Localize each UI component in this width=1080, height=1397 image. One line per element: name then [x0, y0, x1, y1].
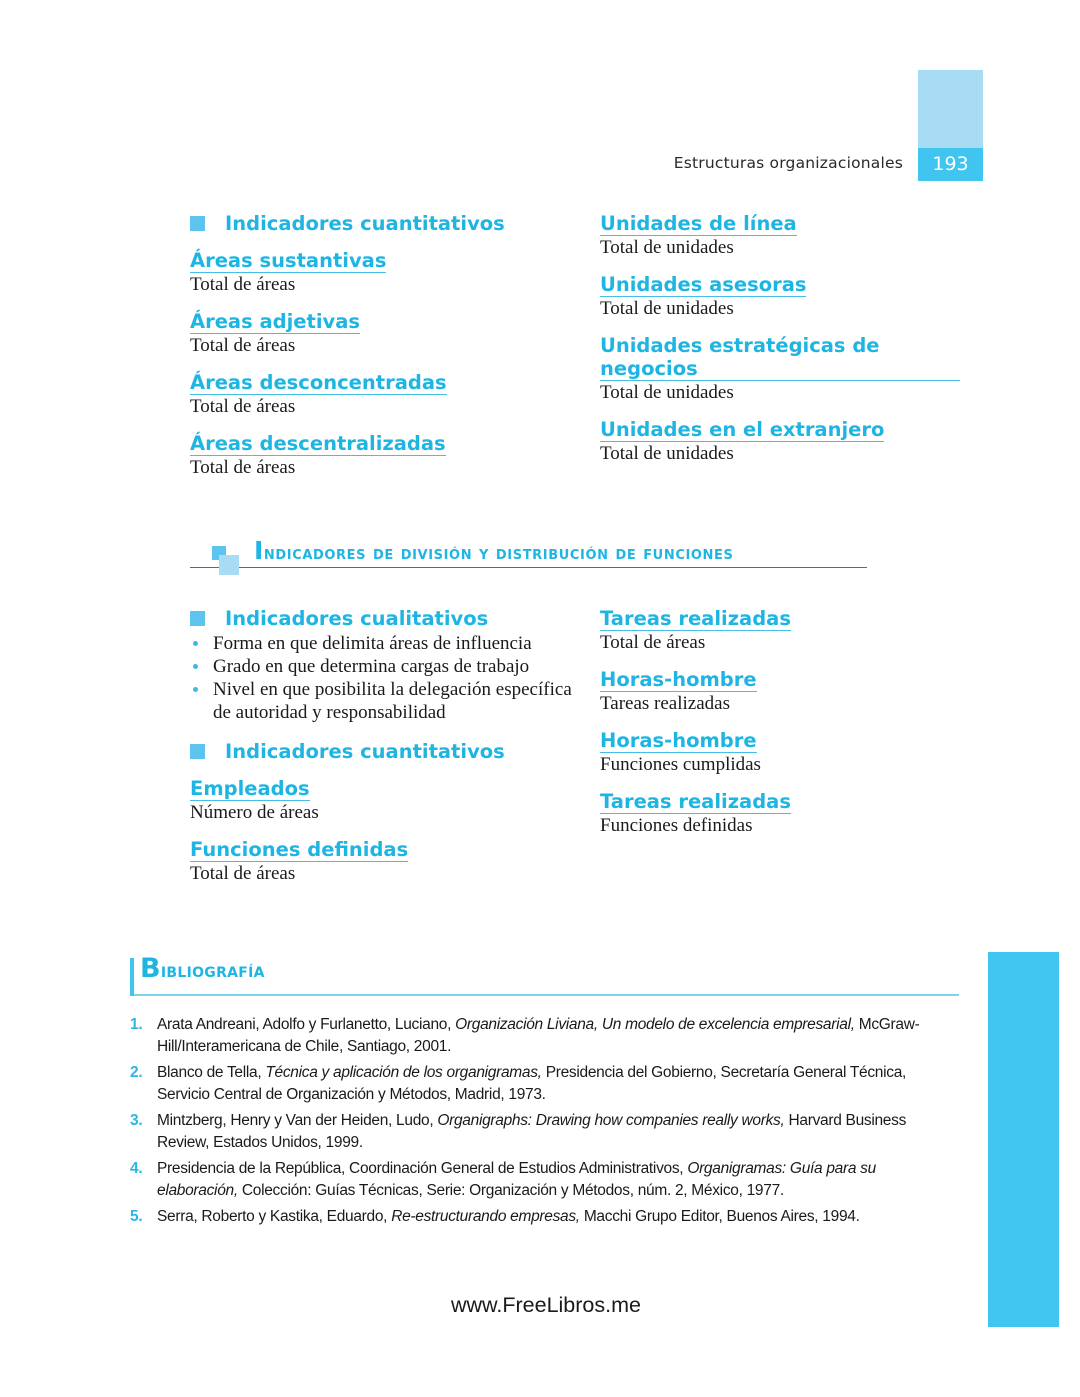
- reference-title: Organigraphs: Drawing how companies really works,: [437, 1112, 785, 1129]
- reference-title: Organigramas: Guía para su elaboración,: [157, 1160, 876, 1199]
- bibliography-title: [140, 953, 265, 984]
- reference-number: 3.: [130, 1112, 143, 1129]
- reference-authors: Blanco de Tella,: [157, 1064, 266, 1081]
- reference-item: [130, 1014, 960, 1057]
- indicator-entry: [600, 418, 960, 466]
- indicator-entry: [600, 790, 960, 838]
- indicator-entry: [190, 432, 580, 480]
- bibliography-title-initial: B: [140, 953, 161, 984]
- indicator-desc: Total de áreas: [190, 335, 296, 356]
- indicator-term: Unidades de línea: [600, 212, 797, 235]
- subheading-label: Indicadores cuantitativos: [225, 740, 505, 763]
- bullet-item: [190, 678, 590, 724]
- square-bullet-icon: [190, 611, 205, 626]
- header-tab-decoration: [918, 70, 983, 148]
- indicator-entry: [190, 371, 580, 419]
- indicator-term: Áreas sustantivas: [190, 249, 387, 272]
- indicator-term: Empleados: [190, 777, 310, 800]
- indicator-desc: Total de áreas: [190, 863, 296, 884]
- indicator-desc: Total de unidades: [600, 237, 734, 258]
- indicator-term: Áreas desconcentradas: [190, 371, 447, 394]
- subheading-quantitative: [190, 212, 580, 235]
- subheading-label: Indicadores cualitativos: [225, 607, 489, 630]
- indicator-desc: Total de áreas: [190, 274, 296, 295]
- reference-number: 1.: [130, 1016, 143, 1033]
- bibliography-heading: [130, 953, 959, 996]
- reference-authors: Presidencia de la República, Coordinación General de Estudios Administrativos,: [157, 1160, 688, 1177]
- reference-publisher: Harvard Business Review, Estados Unidos, 1999.: [157, 1112, 907, 1151]
- indicator-desc: Total de unidades: [600, 298, 734, 319]
- bullet-text: Forma en que delimita áreas de influencia: [213, 633, 532, 654]
- bullet-dot-icon: [193, 664, 198, 669]
- reference-item: [130, 1158, 960, 1201]
- indicator-entry: [190, 838, 590, 886]
- page-number: 193: [918, 148, 983, 181]
- indicator-desc: Total de áreas: [600, 632, 706, 653]
- section-title-initial: I: [254, 536, 264, 565]
- reference-authors: Mintzberg, Henry y Van der Heiden, Ludo,: [157, 1112, 438, 1129]
- indicator-desc: Total de áreas: [190, 396, 296, 417]
- reference-publisher: Colección: Guías Técnicas, Serie: Organización y Métodos, núm. 2, México, 1977.: [237, 1181, 784, 1199]
- reference-authors: Serra, Roberto y Kastika, Eduardo,: [157, 1208, 392, 1225]
- bullet-dot-icon: [193, 641, 198, 646]
- indicator-entry: [600, 334, 960, 405]
- reference-publisher: Presidencia del Gobierno, Secretaría General Técnica, Servicio Central de Organización y Métodos, Madrid, 1973.: [157, 1064, 907, 1103]
- reference-title: Técnica y aplicación de los organigramas,: [265, 1064, 542, 1081]
- indicator-desc: Funciones cumplidas: [600, 754, 761, 775]
- qualitative-bullet-list: [190, 632, 590, 724]
- section-title-rest: ndicadores de división y distribución de funciones: [263, 543, 734, 564]
- division-left-column: [190, 607, 590, 899]
- indicator-term: Áreas descentralizadas: [190, 432, 446, 455]
- bibliography-title-rest: ibliografía: [160, 958, 265, 982]
- indicator-entry: [600, 729, 960, 777]
- division-right-column: [600, 607, 960, 851]
- bullet-dot-icon: [193, 687, 198, 692]
- indicator-term: Horas-hombre: [600, 668, 757, 691]
- subheading-quantitative: [190, 740, 590, 763]
- indicator-desc: Tareas realizadas: [600, 693, 730, 714]
- reference-publisher: Macchi Grupo Editor, Buenos Aires, 1994.: [579, 1208, 860, 1225]
- indicator-term: Unidades estratégicas de negocios: [600, 334, 960, 381]
- indicator-entry: [190, 249, 580, 297]
- reference-number: 5.: [130, 1208, 143, 1225]
- indicator-desc: Total de unidades: [600, 443, 734, 464]
- heading-accent-bar: [130, 958, 134, 996]
- indicator-entry: [600, 212, 960, 260]
- indicator-desc: Número de áreas: [190, 802, 319, 823]
- reference-item: [130, 1110, 960, 1153]
- square-bullet-icon: [190, 744, 205, 759]
- bullet-item: [190, 632, 590, 655]
- indicator-entry: [600, 668, 960, 716]
- indicator-desc: Total de unidades: [600, 382, 734, 403]
- indicator-entry: [190, 777, 590, 825]
- section-heading-division: [190, 535, 867, 568]
- reference-number: 2.: [130, 1064, 143, 1081]
- reference-authors: Arata Andreani, Adolfo y Furlanetto, Luciano,: [157, 1016, 456, 1033]
- top-right-column: [600, 212, 960, 479]
- indicator-entry: [600, 273, 960, 321]
- indicator-term: Unidades asesoras: [600, 273, 807, 296]
- reference-number: 4.: [130, 1160, 143, 1177]
- reference-item: [130, 1062, 960, 1105]
- indicator-entry: [600, 607, 960, 655]
- running-title: Estructuras organizacionales: [673, 154, 903, 172]
- subheading-label: Indicadores cuantitativos: [225, 212, 505, 235]
- indicator-term: Unidades en el extranjero: [600, 418, 885, 441]
- bullet-text: Nivel en que posibilita la delegación específica de autoridad y responsabilidad: [213, 679, 572, 723]
- reference-title: Re-estructurando empresas,: [391, 1208, 580, 1225]
- indicator-term: Horas-hombre: [600, 729, 757, 752]
- bullet-item: [190, 655, 590, 678]
- square-bullet-icon: [190, 216, 205, 231]
- reference-publisher: McGraw-Hill/Interamericana de Chile, Santiago, 2001.: [157, 1016, 920, 1055]
- section-square-icon: [219, 555, 239, 575]
- indicator-term: Áreas adjetivas: [190, 310, 360, 333]
- reference-item: [130, 1206, 960, 1228]
- reference-title: Organización Liviana, Un modelo de excelencia empresarial,: [455, 1016, 855, 1033]
- indicator-term: Tareas realizadas: [600, 607, 791, 630]
- chapter-thumb-tab: [988, 952, 1059, 1327]
- section-title: [254, 536, 733, 565]
- indicator-term: Funciones definidas: [190, 838, 409, 861]
- indicator-desc: Total de áreas: [190, 457, 296, 478]
- top-left-column: [190, 212, 580, 493]
- subheading-qualitative: [190, 607, 590, 630]
- footer-url: www.FreeLibros.me: [451, 1293, 641, 1317]
- bullet-text: Grado en que determina cargas de trabajo: [213, 656, 530, 677]
- indicator-entry: [190, 310, 580, 358]
- indicator-term: Tareas realizadas: [600, 790, 791, 813]
- reference-list: [130, 1014, 960, 1233]
- indicator-desc: Funciones definidas: [600, 815, 753, 836]
